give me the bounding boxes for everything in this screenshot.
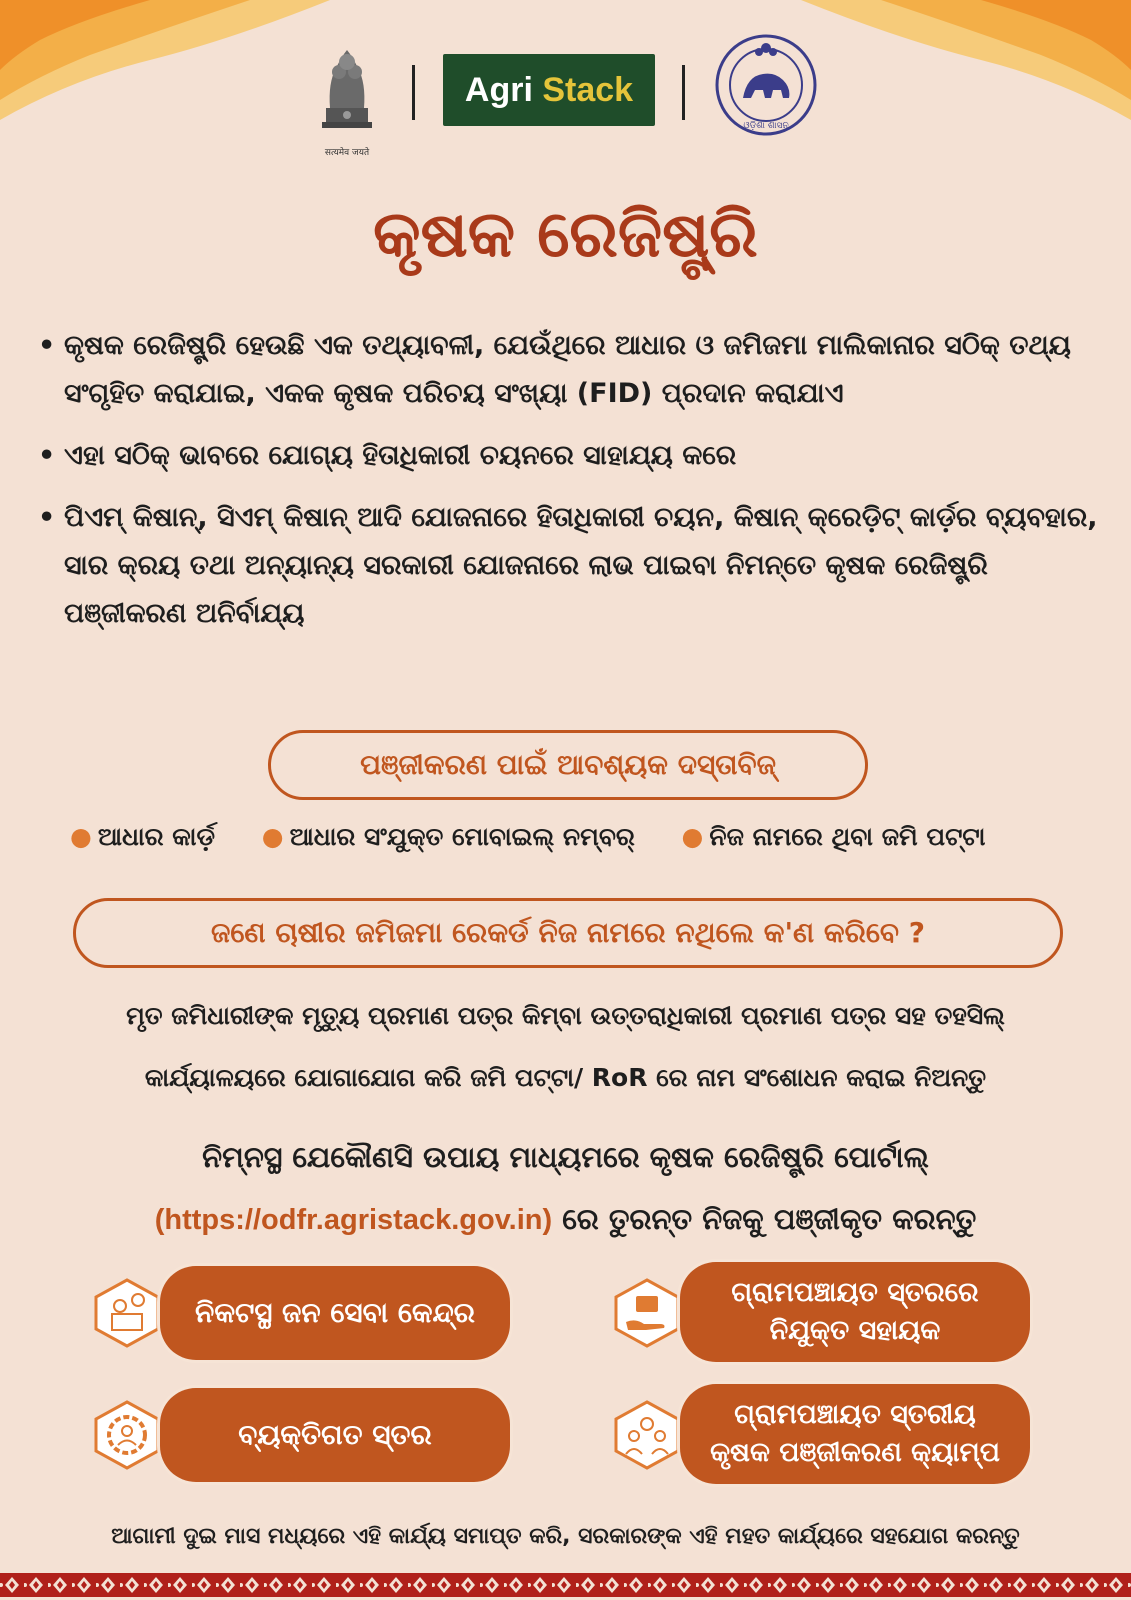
footer-text: ଆଗାମୀ ଦୁଇ ମାସ ମଧ୍ୟରେ ଏହି କାର୍ଯ୍ୟ ସମାପ୍ତ କରି, ସରକାରଙ୍କ ଏହି ମହତ କାର୍ଯ୍ୟରେ ସହଯୋଗ କରନ୍ତୁ [111, 1524, 1020, 1549]
document-label: ଆଧାର ସଂଯୁକ୍ତ ମୋବାଇଲ୍ ନମ୍ବର୍ [289, 822, 635, 851]
agristack-logo-agri: Agri [464, 71, 543, 109]
seal-label: ଓଡ଼ିଶା ଶାସନ [743, 121, 789, 131]
portal-url-link[interactable]: (https://odfr.agristack.gov.in) [154, 1204, 553, 1236]
camp-group-icon [612, 1400, 682, 1470]
option-label-line: ଗ୍ରାମପଞ୍ଚାୟତ ସ୍ତରରେ [731, 1277, 979, 1308]
agristack-logo-text [443, 54, 655, 126]
bullet-dot-icon: ● [681, 822, 704, 851]
option-card-gp-assistant [680, 1262, 1030, 1362]
agristack-logo-stack: Stack [542, 71, 634, 109]
option-label-line: କୃଷକ ପଞ୍ଜୀକରଣ କ୍ୟାମ୍ପ [710, 1437, 1000, 1468]
answer-text [60, 985, 1071, 1109]
option-label-line: ନିଯୁକ୍ତ ସହାୟକ [769, 1315, 941, 1346]
option-card-gp-camp [680, 1384, 1030, 1484]
bullet-dot-icon: ● [70, 822, 92, 851]
option-card-csc [160, 1266, 510, 1360]
document-item [262, 822, 635, 852]
national-emblem-logo [312, 38, 382, 158]
decorative-border-strip [0, 1570, 1131, 1600]
logo-separator [682, 65, 685, 120]
page-title: କୃଷକ ରେଜିଷ୍ଟ୍ରି [373, 198, 758, 272]
option-label-line: ଗ୍ରାମପଞ୍ଚାୟତ ସ୍ତରୀୟ [734, 1399, 976, 1430]
portal-line: ନିମ୍ନସ୍ଥ ଯେକୌଣସି ଉପାୟ ମାଧ୍ୟମରେ କୃଷକ ରେଜିଷ୍ଟ୍ରି ପୋର୍ଟାଲ୍ [202, 1140, 929, 1174]
bullet-dot-icon: ● [261, 822, 284, 851]
answer-line: ମୃତ ଜମିଧାରୀଙ୍କ ମୃତ୍ୟୁ ପ୍ରମାଣ ପତ୍ର କିମ୍ବା ଉତ୍ତରାଧିକାରୀ ପ୍ରମାଣ ପତ୍ର ସହ ତହସିଲ୍ [126, 1001, 1005, 1030]
info-bullet: • କୃଷକ ରେଜିଷ୍ଟ୍ରି ହେଉଛି ଏକ ତଥ୍ୟାବଳୀ, ଯେଉଁଥିରେ ଆଧାର ଓ ଜମିଜମା ମାଲିକାନାର ସଠିକ୍ ତଥ୍ୟ ସଂଗୃହିତ କରାଯାଇ, ଏକକ କୃଷକ ପରିଚୟ ସଂଖ୍ୟା (FID) ପ୍ରଦାନ କରାଯାଏ [34, 322, 1104, 418]
agristack-logo [443, 54, 655, 126]
portal-line [60, 1188, 1071, 1251]
portal-line-rest: ରେ ତୁରନ୍ତ ନିଜକୁ ପଞ୍ଜୀକୃତ କରନ୍ତୁ [552, 1202, 977, 1236]
document-item [682, 822, 986, 852]
logo-row [0, 30, 1131, 160]
assistant-hand-icon [612, 1278, 682, 1348]
person-gear-icon [92, 1400, 162, 1470]
csc-operator-icon [92, 1278, 162, 1348]
info-bullet: • ପିଏମ୍ କିଷାନ୍, ସିଏମ୍ କିଷାନ୍ ଆଦି ଯୋଜନାରେ ହିତାଧିକାରୀ ଚୟନ, କିଷାନ୍ କ୍ରେଡ଼ିଟ୍ କାର୍ଡ଼ର ବ୍ୟବହାର, ସାର କ୍ରୟ ତଥା ଅନ୍ୟାନ୍ୟ ସରକାରୀ ଯୋଜନାରେ ଲାଭ ପାଇବା ନିମନ୍ତେ କୃଷକ ରେଜିଷ୍ଟ୍ରି ପଞ୍ଜୀକରଣ ଅନିର୍ବାଯ୍ୟ [34, 494, 1104, 638]
document-label: ନିଜ ନାମରେ ଥିବା ଜମି ପଟ୍ଟା [709, 822, 986, 851]
document-item [70, 822, 215, 852]
odisha-government-seal-icon [713, 32, 819, 138]
emblem-caption: सत्यमेव जयते [324, 148, 370, 158]
answer-line: କାର୍ଯ୍ୟାଳୟରେ ଯୋଗାଯୋଗ କରି ଜମି ପଟ୍ଟା/ RoR ରେ ନାମ ସଂଶୋଧନ କରାଇ ନିଅନ୍ତୁ [144, 1063, 987, 1092]
portal-text [60, 1126, 1071, 1251]
lion-capital-icon [312, 38, 382, 138]
question-heading: ଜଣେ ଚାଷୀର ଜମିଜମା ରେକର୍ଡ ନିଜ ନାମରେ ନଥିଲେ କ'ଣ କରିବେ ? [73, 898, 1063, 968]
option-label: ବ୍ୟକ୍ତିଗତ ସ୍ତର [238, 1418, 432, 1451]
document-label: ଆଧାର କାର୍ଡ଼ [97, 822, 216, 851]
documents-list [70, 822, 1070, 852]
logo-separator [412, 65, 415, 120]
option-card-individual [160, 1388, 510, 1482]
info-bullet-list [34, 322, 1104, 652]
option-label: ନିକଟସ୍ଥ ଜନ ସେବା କେନ୍ଦ୍ର [195, 1296, 475, 1329]
documents-heading: ପଞ୍ଜୀକରଣ ପାଇଁ ଆବଶ୍ୟକ ଦସ୍ତାବିଜ୍ [268, 730, 868, 800]
info-bullet: • ଏହା ସଠିକ୍ ଭାବରେ ଯୋଗ୍ୟ ହିତାଧିକାରୀ ଚୟନରେ ସାହାଯ୍ୟ କରେ [34, 432, 1104, 480]
